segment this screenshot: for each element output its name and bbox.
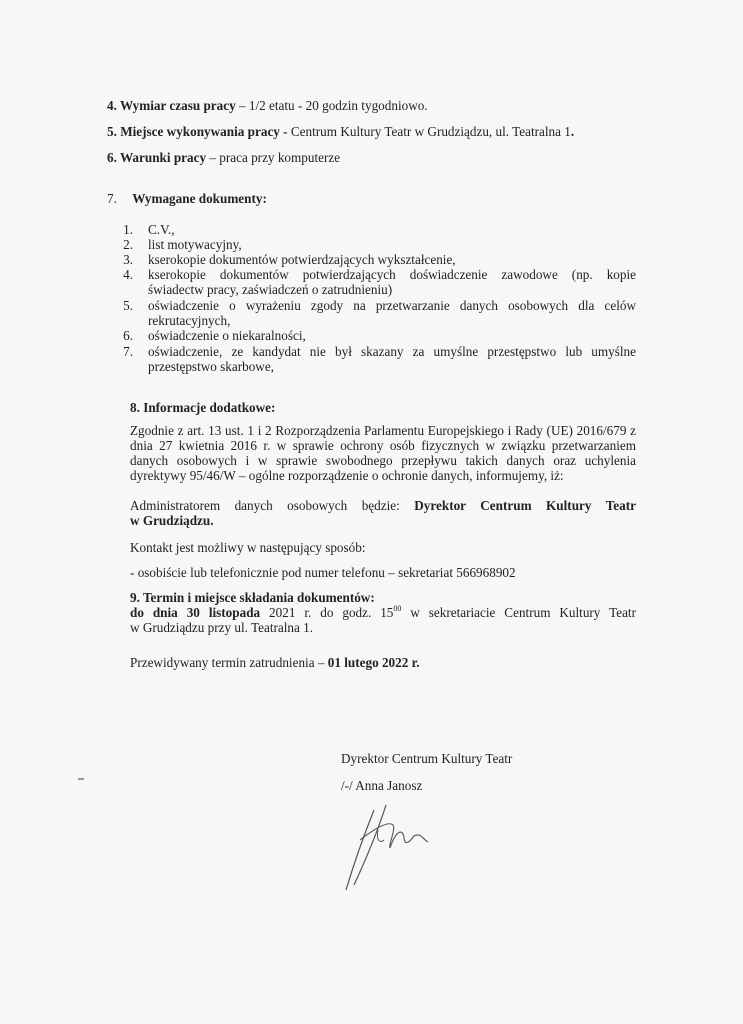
section-4-label: 4. Wymiar czasu pracy [107, 98, 236, 113]
doc-5-line-1: oświadczenie o wyrażeniu zgody na przetwarzanie danych osobowych dla celów [148, 298, 636, 313]
doc-4-line-1: kserokopie dokumentów potwierdzających doświadczenie zawodowe (np. kopie [148, 267, 636, 282]
section-5-text: Centrum Kultury Teatr w Grudziądzu, ul. Teatralna 1 [287, 124, 571, 139]
doc-4-number: 4. [123, 267, 133, 282]
doc-3-line: kserokopie dokumentów potwierdzających wykształcenie, [148, 252, 456, 267]
section-6 [107, 150, 340, 166]
doc-6-line: oświadczenie o niekaralności, [148, 328, 306, 343]
signatory-title: Dyrektor Centrum Kultury Teatr [341, 751, 513, 766]
section-6-text: – praca przy komputerze [206, 150, 341, 165]
doc-1-line: C.V., [148, 222, 175, 237]
admin-prefix: Administratorem danych osobowych będzie: [130, 498, 415, 513]
doc-1-number: 1. [123, 222, 133, 237]
section-7-number: 7. [107, 191, 117, 206]
doc-6-number: 6. [123, 328, 133, 343]
doc-2-line: list motywacyjny, [148, 237, 242, 252]
employment-line [130, 655, 420, 671]
deadline-place: w sekretariacie Centrum Kultury Teatr [401, 605, 636, 620]
doc-7-number: 7. [123, 344, 133, 359]
scan-mark [78, 778, 84, 780]
admin-line-2: w Grudziądzu. [130, 513, 214, 528]
employment-date: 01 lutego 2022 r. [327, 655, 420, 670]
admin-name: Dyrektor Centrum Kultury Teatr [414, 498, 637, 513]
contact-detail: - osobiście lub telefonicznie pod numer telefonu – sekretariat 566968902 [130, 565, 516, 580]
doc-4-line-2: świadectw pracy, zaświadczeń o zatrudnieniu) [148, 282, 393, 297]
section-5-label: 5. Miejsce wykonywania pracy - [107, 124, 288, 139]
signatory-name: /-/ Anna Janosz [341, 778, 423, 793]
doc-7-line-1: oświadczenie, ze kandydat nie był skazany za umyślne przestępstwo lub umyślne [148, 344, 636, 359]
doc-5-line-2: rekrutacyjnych, [148, 313, 231, 328]
deadline-rest: 2021 r. do godz. 15 [260, 605, 394, 620]
section-4-text: – 1/2 etatu - 20 godzin tygodniowo. [235, 98, 428, 113]
gdpr-line-4: dyrektywy 95/46/W – ogólne rozporządzenie o ochronie danych, informujemy, iż: [130, 468, 564, 483]
deadline-date: do dnia 30 listopada [130, 605, 261, 620]
section-7-heading [107, 191, 267, 207]
doc-3-number: 3. [123, 252, 133, 267]
doc-7-line-2: przestępstwo skarbowe, [148, 359, 274, 374]
handwritten-signature [338, 800, 438, 900]
section-5-dot: . [570, 124, 575, 139]
deadline-line-2: w Grudziądzu przy ul. Teatralna 1. [130, 620, 314, 635]
gdpr-line-3: danych osobowych i w sprawie swobodnego przepływu takich danych oraz uchylenia [130, 453, 636, 468]
section-4 [107, 98, 428, 114]
gdpr-line-2: dnia 27 kwietnia 2016 r. w sprawie ochrony osób fizycznych w związku przetwarzaniem [130, 438, 636, 453]
employment-prefix: Przewidywany termin zatrudnienia – [130, 655, 328, 670]
section-5 [107, 124, 574, 140]
deadline-line-1 [130, 605, 636, 621]
doc-5-number: 5. [123, 298, 133, 313]
contact-text: Kontakt jest możliwy w następujący sposób: [130, 540, 366, 555]
section-9-title: 9. Termin i miejsce składania dokumentów: [130, 590, 375, 605]
section-6-label: 6. Warunki pracy [107, 150, 207, 165]
section-7-label: Wymagane dokumenty: [132, 191, 267, 206]
admin-line-1 [130, 498, 636, 514]
gdpr-line-1: Zgodnie z art. 13 ust. 1 i 2 Rozporządzenia Parlamentu Europejskiego i Rady (UE) 2016/679 z [130, 423, 636, 438]
deadline-minutes: 00 [393, 603, 402, 613]
section-8-title: 8. Informacje dodatkowe: [130, 400, 276, 415]
doc-2-number: 2. [123, 237, 133, 252]
